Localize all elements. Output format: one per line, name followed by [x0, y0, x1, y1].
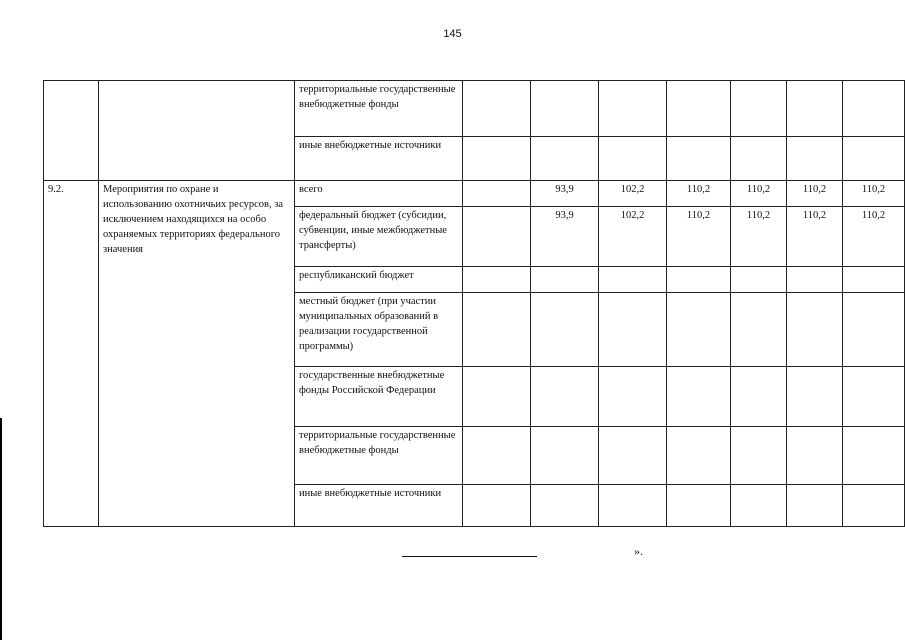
value-cell: 93,9: [531, 181, 599, 207]
item-number-cell: 9.2.: [44, 181, 99, 527]
value-cell: [599, 81, 667, 137]
value-cell: [531, 427, 599, 485]
value-cell: [599, 137, 667, 181]
value-cell: [463, 485, 531, 527]
value-cell: [667, 485, 731, 527]
funding-source-cell: местный бюджет (при участии муниципальных образований в реализации государственной программы): [295, 293, 463, 367]
value-cell: [531, 485, 599, 527]
value-cell: 102,2: [599, 181, 667, 207]
value-cell: [667, 81, 731, 137]
funding-source-cell: иные внебюджетные источники: [295, 137, 463, 181]
value-cell: [463, 181, 531, 207]
value-cell: 102,2: [599, 207, 667, 267]
value-cell: [463, 81, 531, 137]
value-cell: [667, 427, 731, 485]
value-cell: 110,2: [731, 181, 787, 207]
value-cell: [843, 81, 905, 137]
value-cell: [667, 367, 731, 427]
value-cell: 110,2: [731, 207, 787, 267]
funding-source-cell: территориальные государственные внебюджетные фонды: [295, 81, 463, 137]
value-cell: [731, 137, 787, 181]
value-cell: [531, 81, 599, 137]
value-cell: [667, 137, 731, 181]
value-cell: [599, 267, 667, 293]
value-cell: [731, 485, 787, 527]
footer-rule: [402, 556, 537, 557]
value-cell: [463, 137, 531, 181]
value-cell: [463, 293, 531, 367]
value-cell: [531, 137, 599, 181]
value-cell: 110,2: [843, 181, 905, 207]
value-cell: 93,9: [531, 207, 599, 267]
value-cell: [731, 293, 787, 367]
value-cell: [843, 427, 905, 485]
value-cell: [731, 367, 787, 427]
item-name-cell: Мероприятия по охране и использованию охотничьих ресурсов, за исключением находящихся на особо охраняемых территориях федерального значения: [99, 181, 295, 527]
funding-source-cell: федеральный бюджет (субсидии, субвенции, иные межбюджетные трансферты): [295, 207, 463, 267]
table-row: [44, 181, 905, 207]
value-cell: [531, 267, 599, 293]
value-cell: [463, 207, 531, 267]
value-cell: [843, 293, 905, 367]
value-cell: [731, 427, 787, 485]
value-cell: [787, 427, 843, 485]
empty-name-cell: [99, 81, 295, 181]
value-cell: [787, 485, 843, 527]
value-cell: 110,2: [667, 207, 731, 267]
value-cell: [599, 485, 667, 527]
page-number: 145: [443, 28, 462, 40]
scan-edge-bar: [0, 418, 2, 640]
value-cell: [531, 367, 599, 427]
value-cell: [843, 267, 905, 293]
value-cell: 110,2: [843, 207, 905, 267]
value-cell: [787, 367, 843, 427]
value-cell: [463, 367, 531, 427]
budget-table: [43, 80, 905, 527]
value-cell: [787, 137, 843, 181]
value-cell: [531, 293, 599, 367]
value-cell: [463, 427, 531, 485]
funding-source-cell: всего: [295, 181, 463, 207]
funding-source-cell: территориальные государственные внебюджетные фонды: [295, 427, 463, 485]
value-cell: [667, 293, 731, 367]
value-cell: 110,2: [787, 181, 843, 207]
funding-source-cell: республиканский бюджет: [295, 267, 463, 293]
value-cell: [843, 137, 905, 181]
value-cell: [731, 267, 787, 293]
empty-number-cell: [44, 81, 99, 181]
value-cell: [843, 485, 905, 527]
value-cell: 110,2: [667, 181, 731, 207]
value-cell: 110,2: [787, 207, 843, 267]
closing-quote: ».: [634, 544, 643, 558]
value-cell: [599, 293, 667, 367]
value-cell: [843, 367, 905, 427]
value-cell: [787, 81, 843, 137]
value-cell: [599, 367, 667, 427]
value-cell: [599, 427, 667, 485]
funding-source-cell: государственные внебюджетные фонды Российской Федерации: [295, 367, 463, 427]
value-cell: [463, 267, 531, 293]
value-cell: [731, 81, 787, 137]
funding-source-cell: иные внебюджетные источники: [295, 485, 463, 527]
table-row: [44, 81, 905, 137]
value-cell: [787, 267, 843, 293]
value-cell: [787, 293, 843, 367]
value-cell: [667, 267, 731, 293]
